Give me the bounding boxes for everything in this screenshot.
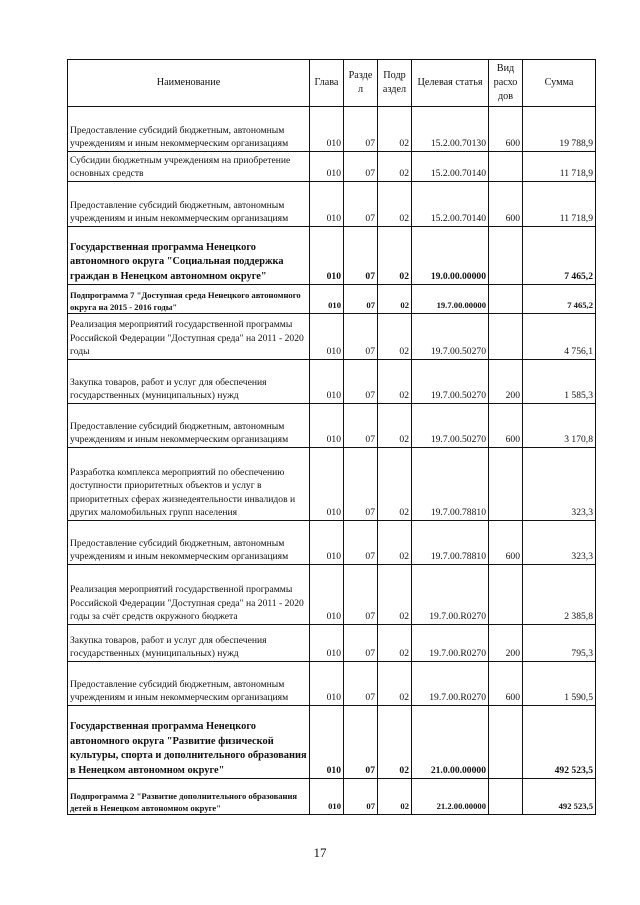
row-name: Разработка комплекса мероприятий по обеспечению доступности приоритетных объектов и услуг в приоритетных сферах жизнедеятельности инвалидов и других маломобильных групп населения <box>68 448 310 521</box>
row-target: 19.7.00.50270 <box>412 360 489 404</box>
header-row <box>68 60 596 107</box>
row-target: 19.7.00.R0270 <box>412 565 489 625</box>
row-podrazdel: 02 <box>378 779 412 815</box>
row-sum: 323,3 <box>523 448 596 521</box>
table-row <box>68 107 596 152</box>
row-target: 19.7.00.R0270 <box>412 662 489 706</box>
table-row <box>68 625 596 662</box>
header-glava: Глава <box>310 60 344 107</box>
row-glava: 010 <box>310 662 344 706</box>
row-razdel: 07 <box>344 448 378 521</box>
row-name: Подпрограмма 7 "Доступная среда Ненецкого автономного округа на 2015 - 2016 годы" <box>68 285 310 314</box>
table-row <box>68 227 596 285</box>
row-target: 19.7.00.R0270 <box>412 625 489 662</box>
row-vid <box>489 565 523 625</box>
table-row <box>68 152 596 182</box>
row-glava: 010 <box>310 314 344 360</box>
row-razdel: 07 <box>344 404 378 448</box>
row-vid: 200 <box>489 625 523 662</box>
row-sum: 323,3 <box>523 521 596 565</box>
row-target: 15.2.00.70140 <box>412 182 489 227</box>
row-glava: 010 <box>310 152 344 182</box>
row-name: Субсидии бюджетным учреждениям на приобретение основных средств <box>68 152 310 182</box>
row-razdel: 07 <box>344 182 378 227</box>
row-name: Государственная программа Ненецкого автономного округа "Социальная поддержка граждан в Ненецком автономном округе" <box>68 227 310 285</box>
row-razdel: 07 <box>344 227 378 285</box>
row-podrazdel: 02 <box>378 662 412 706</box>
header-sum: Сумма <box>523 60 596 107</box>
table-row <box>68 779 596 815</box>
row-razdel: 07 <box>344 706 378 779</box>
row-vid <box>489 448 523 521</box>
row-sum: 795,3 <box>523 625 596 662</box>
row-podrazdel: 02 <box>378 285 412 314</box>
row-target: 21.2.00.00000 <box>412 779 489 815</box>
row-glava: 010 <box>310 360 344 404</box>
row-vid: 600 <box>489 662 523 706</box>
row-target: 15.2.00.70140 <box>412 152 489 182</box>
row-podrazdel: 02 <box>378 625 412 662</box>
row-vid <box>489 152 523 182</box>
header-razdel: Разде л <box>344 60 378 107</box>
row-glava: 010 <box>310 779 344 815</box>
row-vid: 200 <box>489 360 523 404</box>
row-sum: 1 590,5 <box>523 662 596 706</box>
row-podrazdel: 02 <box>378 107 412 152</box>
row-name: Предоставление субсидий бюджетным, автономным учреждениям и иным некоммерческим организациям <box>68 404 310 448</box>
row-sum: 7 465,2 <box>523 285 596 314</box>
row-glava: 010 <box>310 565 344 625</box>
row-vid <box>489 706 523 779</box>
row-razdel: 07 <box>344 152 378 182</box>
row-name: Закупка товаров, работ и услуг для обеспечения государственных (муниципальных) нужд <box>68 625 310 662</box>
row-sum: 2 385,8 <box>523 565 596 625</box>
table-row <box>68 521 596 565</box>
row-glava: 010 <box>310 625 344 662</box>
row-podrazdel: 02 <box>378 227 412 285</box>
table-row <box>68 182 596 227</box>
row-name: Закупка товаров, работ и услуг для обеспечения государственных (муниципальных) нужд <box>68 360 310 404</box>
row-sum: 492 523,5 <box>523 779 596 815</box>
row-razdel: 07 <box>344 314 378 360</box>
row-sum: 19 788,9 <box>523 107 596 152</box>
row-sum: 11 718,9 <box>523 152 596 182</box>
row-target: 19.7.00.78810 <box>412 521 489 565</box>
row-podrazdel: 02 <box>378 565 412 625</box>
row-sum: 11 718,9 <box>523 182 596 227</box>
row-target: 19.7.00.50270 <box>412 404 489 448</box>
row-podrazdel: 02 <box>378 314 412 360</box>
row-vid: 600 <box>489 404 523 448</box>
row-razdel: 07 <box>344 565 378 625</box>
row-target: 19.0.00.00000 <box>412 227 489 285</box>
header-name: Наименование <box>68 60 310 107</box>
row-name: Подпрограмма 2 "Развитие дополнительного образования детей в Ненецком автономном округе" <box>68 779 310 815</box>
row-vid <box>489 227 523 285</box>
table-row <box>68 448 596 521</box>
row-vid <box>489 285 523 314</box>
table-row <box>68 314 596 360</box>
table-row <box>68 706 596 779</box>
row-podrazdel: 02 <box>378 521 412 565</box>
row-podrazdel: 02 <box>378 448 412 521</box>
page-number: 17 <box>313 845 327 860</box>
row-vid <box>489 314 523 360</box>
row-vid: 600 <box>489 521 523 565</box>
row-vid: 600 <box>489 107 523 152</box>
table-row <box>68 404 596 448</box>
row-target: 19.7.00.50270 <box>412 314 489 360</box>
row-vid: 600 <box>489 182 523 227</box>
row-target: 19.7.00.78810 <box>412 448 489 521</box>
row-name: Реализация мероприятий государственной программы Российской Федерации "Доступная среда" на 2011 - 2020 годы за счёт средств окружного бюджета <box>68 565 310 625</box>
row-glava: 010 <box>310 285 344 314</box>
table-row <box>68 662 596 706</box>
row-vid <box>489 779 523 815</box>
row-name: Предоставление субсидий бюджетным, автономным учреждениям и иным некоммерческим организациям <box>68 662 310 706</box>
row-sum: 4 756,1 <box>523 314 596 360</box>
row-glava: 010 <box>310 107 344 152</box>
row-glava: 010 <box>310 706 344 779</box>
row-name: Предоставление субсидий бюджетным, автономным учреждениям и иным некоммерческим организациям <box>68 107 310 152</box>
row-name: Реализация мероприятий государственной программы Российской Федерации "Доступная среда" на 2011 - 2020 годы <box>68 314 310 360</box>
row-glava: 010 <box>310 404 344 448</box>
header-target: Целевая статья <box>412 60 489 107</box>
row-podrazdel: 02 <box>378 152 412 182</box>
row-razdel: 07 <box>344 521 378 565</box>
header-podrazdel: Подр аздел <box>378 60 412 107</box>
row-podrazdel: 02 <box>378 182 412 227</box>
row-sum: 492 523,5 <box>523 706 596 779</box>
row-razdel: 07 <box>344 662 378 706</box>
row-podrazdel: 02 <box>378 706 412 779</box>
row-glava: 010 <box>310 227 344 285</box>
row-glava: 010 <box>310 182 344 227</box>
table-row <box>68 285 596 314</box>
row-glava: 010 <box>310 448 344 521</box>
row-podrazdel: 02 <box>378 360 412 404</box>
row-podrazdel: 02 <box>378 404 412 448</box>
table-row <box>68 360 596 404</box>
row-sum: 7 465,2 <box>523 227 596 285</box>
row-name: Предоставление субсидий бюджетным, автономным учреждениям и иным некоммерческим организациям <box>68 521 310 565</box>
row-name: Предоставление субсидий бюджетным, автономным учреждениям и иным некоммерческим организациям <box>68 182 310 227</box>
row-target: 19.7.00.00000 <box>412 285 489 314</box>
row-razdel: 07 <box>344 360 378 404</box>
row-glava: 010 <box>310 521 344 565</box>
header-vid: Вид расхо дов <box>489 60 523 107</box>
row-razdel: 07 <box>344 625 378 662</box>
row-name: Государственная программа Ненецкого автономного округа "Развитие физической культуры, спорта и дополнительного образования в Ненецком автономном округе" <box>68 706 310 779</box>
row-razdel: 07 <box>344 285 378 314</box>
row-sum: 3 170,8 <box>523 404 596 448</box>
row-target: 15.2.00.70130 <box>412 107 489 152</box>
row-razdel: 07 <box>344 107 378 152</box>
table-row <box>68 565 596 625</box>
row-razdel: 07 <box>344 779 378 815</box>
budget-table <box>67 59 596 815</box>
row-target: 21.0.00.00000 <box>412 706 489 779</box>
row-sum: 1 585,3 <box>523 360 596 404</box>
